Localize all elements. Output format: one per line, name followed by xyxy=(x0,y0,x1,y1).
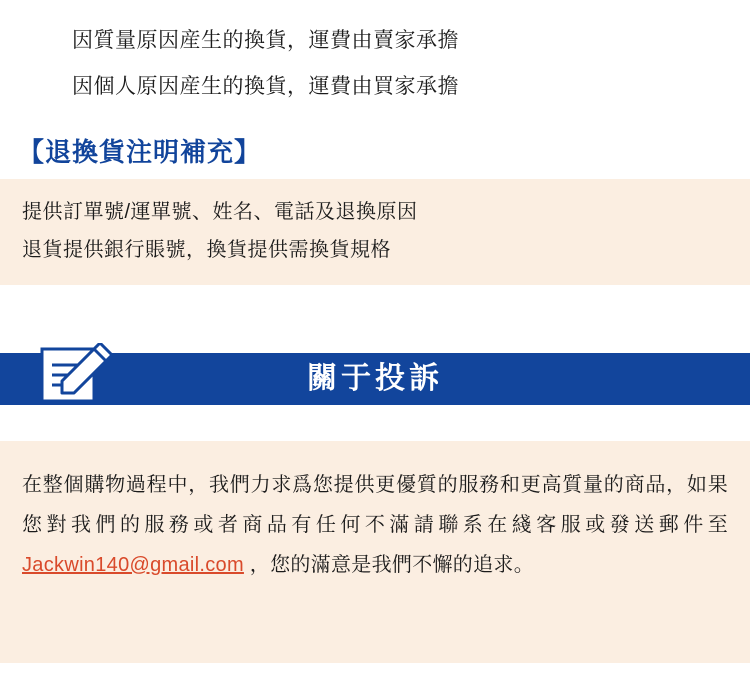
complaint-text-before-email: 在整個購物過程中，我們力求爲您提供更優質的服務和更高質量的商品，如果您對我們的服務或者商品有任何不滿請聯系在綫客服或發送郵件至 xyxy=(22,474,728,536)
return-note-heading: 【退換貨注明補充】 xyxy=(18,137,262,167)
return-note-line-bank: 退貨提供銀行賬號，換貨提供需換貨規格 xyxy=(22,239,391,261)
complaint-banner-title: 關于投訴 xyxy=(307,362,443,395)
return-note-line-info: 提供訂單號/運單號、姓名、電話及退換原因 xyxy=(22,201,418,223)
shipping-fee-note-quality: 因質量原因産生的換貨，運費由賣家承擔 xyxy=(72,29,459,52)
complaint-text-after-email: ，您的滿意是我們不懈的追求。 xyxy=(243,554,534,576)
support-email-link[interactable]: Jackwin140@gmail.com xyxy=(22,554,244,576)
shipping-fee-notes xyxy=(0,0,750,110)
pencil-note-icon xyxy=(38,343,116,405)
complaint-body-block xyxy=(0,441,750,663)
complaint-banner xyxy=(0,343,750,405)
shipping-fee-note-personal: 因個人原因産生的換貨，運費由買家承擔 xyxy=(72,75,459,98)
complaint-paragraph xyxy=(0,465,750,585)
return-note-block xyxy=(0,179,750,285)
